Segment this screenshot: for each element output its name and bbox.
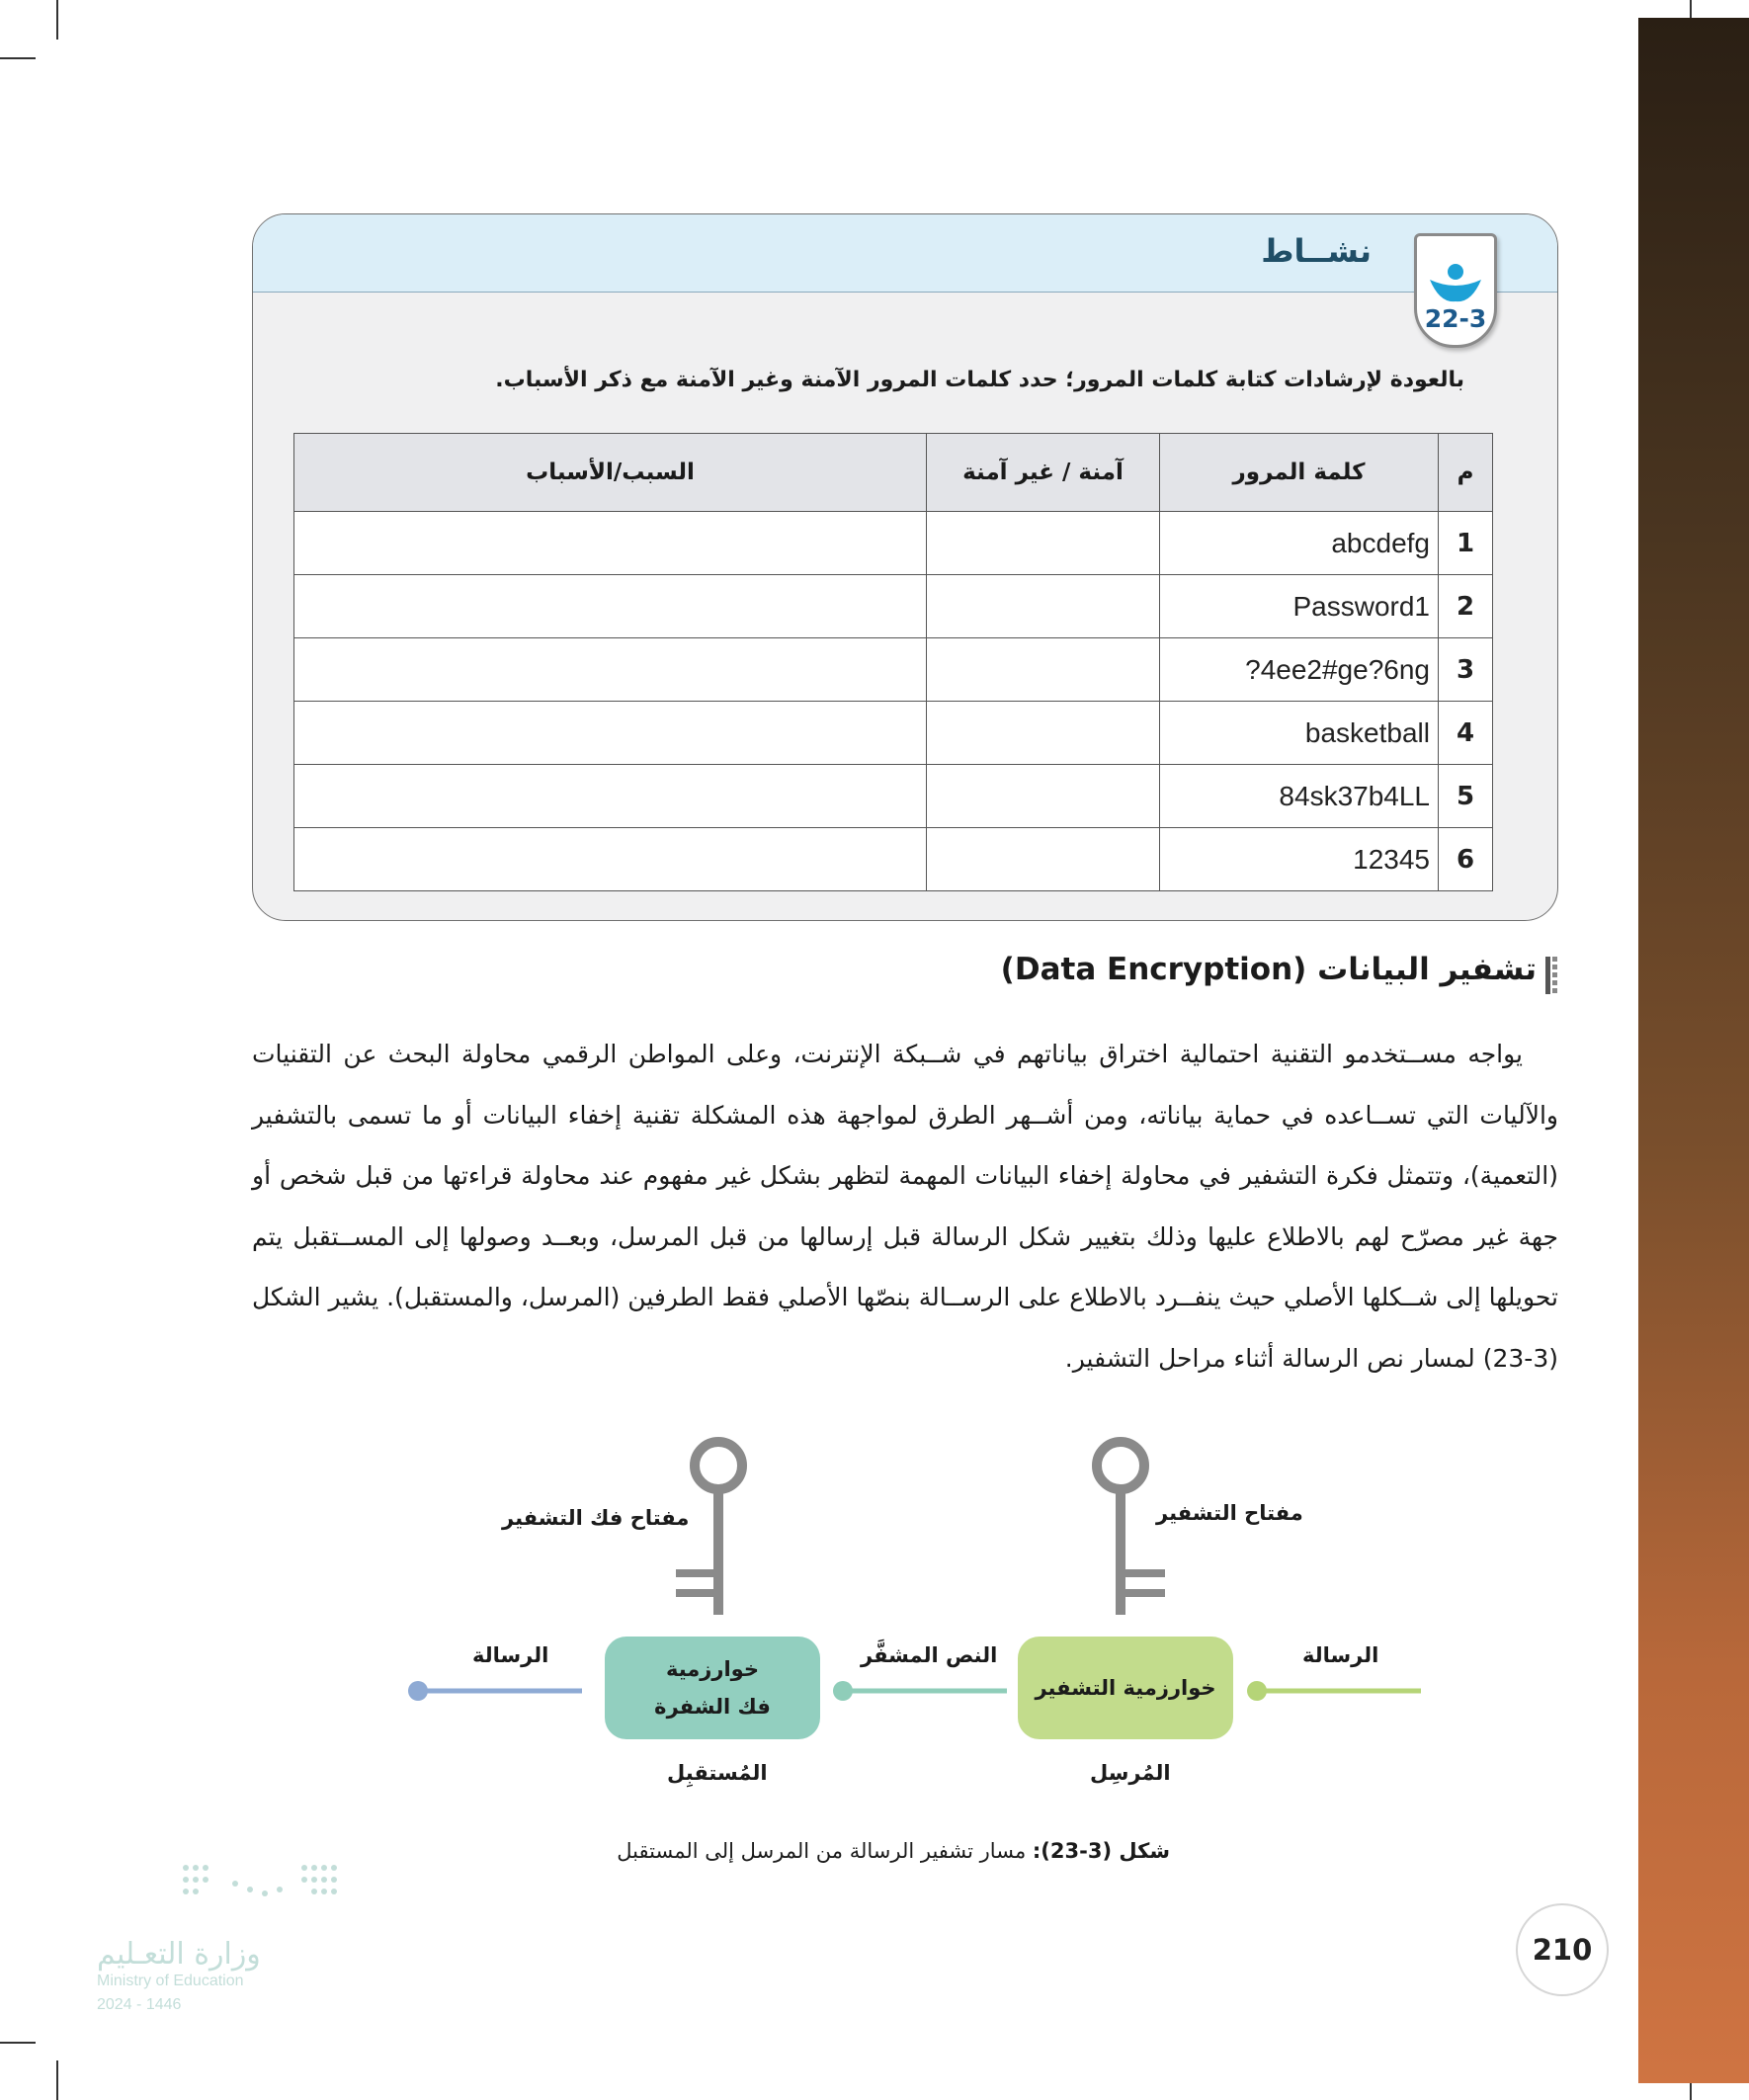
encryption-algorithm-label: خوارزمية التشفير: [1035, 1676, 1216, 1700]
ministry-logo-icon: [176, 1858, 354, 1917]
message-out-label: الرسالة: [472, 1643, 549, 1667]
header-index: م: [1439, 434, 1493, 512]
crop-mark: [0, 57, 36, 59]
row-index: 6: [1439, 828, 1493, 891]
safety-cell[interactable]: [927, 828, 1160, 891]
password-cell: abcdefg: [1160, 512, 1439, 575]
password-cell: basketball: [1160, 702, 1439, 765]
ciphertext-dot: [833, 1681, 853, 1701]
crop-mark: [56, 2060, 58, 2100]
body-paragraph: [252, 1024, 1558, 1388]
activity-title: نشــاط: [1261, 232, 1372, 270]
reason-cell[interactable]: [294, 828, 927, 891]
safety-cell[interactable]: [927, 638, 1160, 702]
message-out-dot: [408, 1681, 428, 1701]
receiver-label: المُستقبِل: [667, 1761, 768, 1785]
password-cell: ?4ee2#ge?6ng: [1160, 638, 1439, 702]
safety-cell[interactable]: [927, 512, 1160, 575]
password-cell: 84sk37b4LL: [1160, 765, 1439, 828]
crop-mark: [0, 2042, 36, 2044]
reason-cell[interactable]: [294, 575, 927, 638]
person-icon: [1428, 262, 1483, 305]
section-title: تشفير البيانات (Data Encryption): [1000, 952, 1537, 987]
ministry-year: 2024 - 1446: [97, 1996, 182, 2013]
encryption-algorithm-box: [1018, 1637, 1233, 1739]
reason-cell[interactable]: [294, 702, 927, 765]
activity-badge: [1414, 233, 1497, 348]
page-number: 210: [1516, 1903, 1609, 1996]
table-row: [294, 575, 1493, 638]
row-index: 4: [1439, 702, 1493, 765]
table-row: [294, 512, 1493, 575]
ministry-name: وزارة التعـليم: [97, 1937, 261, 1972]
password-table: [293, 433, 1493, 891]
section-marker-icon: [1545, 957, 1557, 994]
encrypt-key-icon: [1097, 1442, 1165, 1615]
password-cell: Password1: [1160, 575, 1439, 638]
reason-cell[interactable]: [294, 638, 927, 702]
header-safety: آمنة / غير آمنة: [927, 434, 1160, 512]
ministry-watermark: [97, 1858, 364, 2016]
table-header-row: [294, 434, 1493, 512]
row-index: 2: [1439, 575, 1493, 638]
decryption-algorithm-box: [605, 1637, 820, 1739]
message-in-dot: [1247, 1681, 1267, 1701]
activity-number: 22-3: [1424, 304, 1487, 333]
table-row: [294, 828, 1493, 891]
activity-header: [253, 214, 1557, 293]
decorative-side-band: [1638, 18, 1749, 2083]
safety-cell[interactable]: [927, 702, 1160, 765]
table-row: [294, 702, 1493, 765]
message-in-label: الرسالة: [1302, 1643, 1379, 1667]
activity-instruction: بالعودة لإرشادات كتابة كلمات المرور؛ حدد كلمات المرور الآمنة وغير الآمنة مع ذكر الأسباب.: [495, 368, 1464, 392]
row-index: 5: [1439, 765, 1493, 828]
crop-mark: [56, 0, 58, 40]
paragraph-text: يواجه مســتخدمو التقنية احتمالية اختراق بياناتهم في شــبكة الإنترنت، وعلى المواطن الرقمي محاولة البحث عن التقنيات والآليات التي تســاعده في حماية بياناته، ومن أشــهر الطرق لمواجهة هذه المشكلة تقنية إخفاء البيانات أو ما تسمى بالتشفير (التعمية)، وتتمثل فكرة التشفير في محاولة إخفاء البيانات المهمة لتظهر بشكل غير مفهوم عند محاولة قراءتها من قبل شخص أو جهة غير مصرّح لهم بالاطلاع عليها وذلك بتغيير شكل الرسالة قبل إرسالها من قبل المرسل، وبعــد وصولها إلى المســتقبل يتم تحويلها إلى شــكلها الأصلي حيث ينفــرد بالاطلاع على الرســالة بنصّها الأصلي فقط الطرفين (المرسل، والمستقبل). يشير الشكل (3-23) لمسار نص الرسالة أثناء مراحل التشفير.: [252, 1040, 1558, 1373]
figure-caption: [617, 1839, 1170, 1863]
row-index: 1: [1439, 512, 1493, 575]
sender-label: المُرسِل: [1090, 1761, 1171, 1785]
figure-caption-text: مسار تشفير الرسالة من المرسل إلى المستقبل: [617, 1839, 1027, 1863]
safety-cell[interactable]: [927, 575, 1160, 638]
safety-cell[interactable]: [927, 765, 1160, 828]
decryption-algorithm-label: خوارزمية فك الشفرة: [654, 1657, 771, 1719]
header-reasons: السبب/الأسباب: [294, 434, 927, 512]
header-password: كلمة المرور: [1160, 434, 1439, 512]
decrypt-key-label: مفتاح فك التشفير: [502, 1506, 690, 1530]
table-row: [294, 638, 1493, 702]
ministry-english: Ministry of Education: [97, 1973, 244, 1989]
encrypt-key-label: مفتاح التشفير: [1156, 1501, 1303, 1525]
row-index: 3: [1439, 638, 1493, 702]
figure-caption-label: شكل (3-23):: [1032, 1839, 1170, 1863]
ciphertext-label: النص المشفَّر: [861, 1643, 998, 1667]
table-row: [294, 765, 1493, 828]
password-cell: 12345: [1160, 828, 1439, 891]
reason-cell[interactable]: [294, 765, 927, 828]
reason-cell[interactable]: [294, 512, 927, 575]
